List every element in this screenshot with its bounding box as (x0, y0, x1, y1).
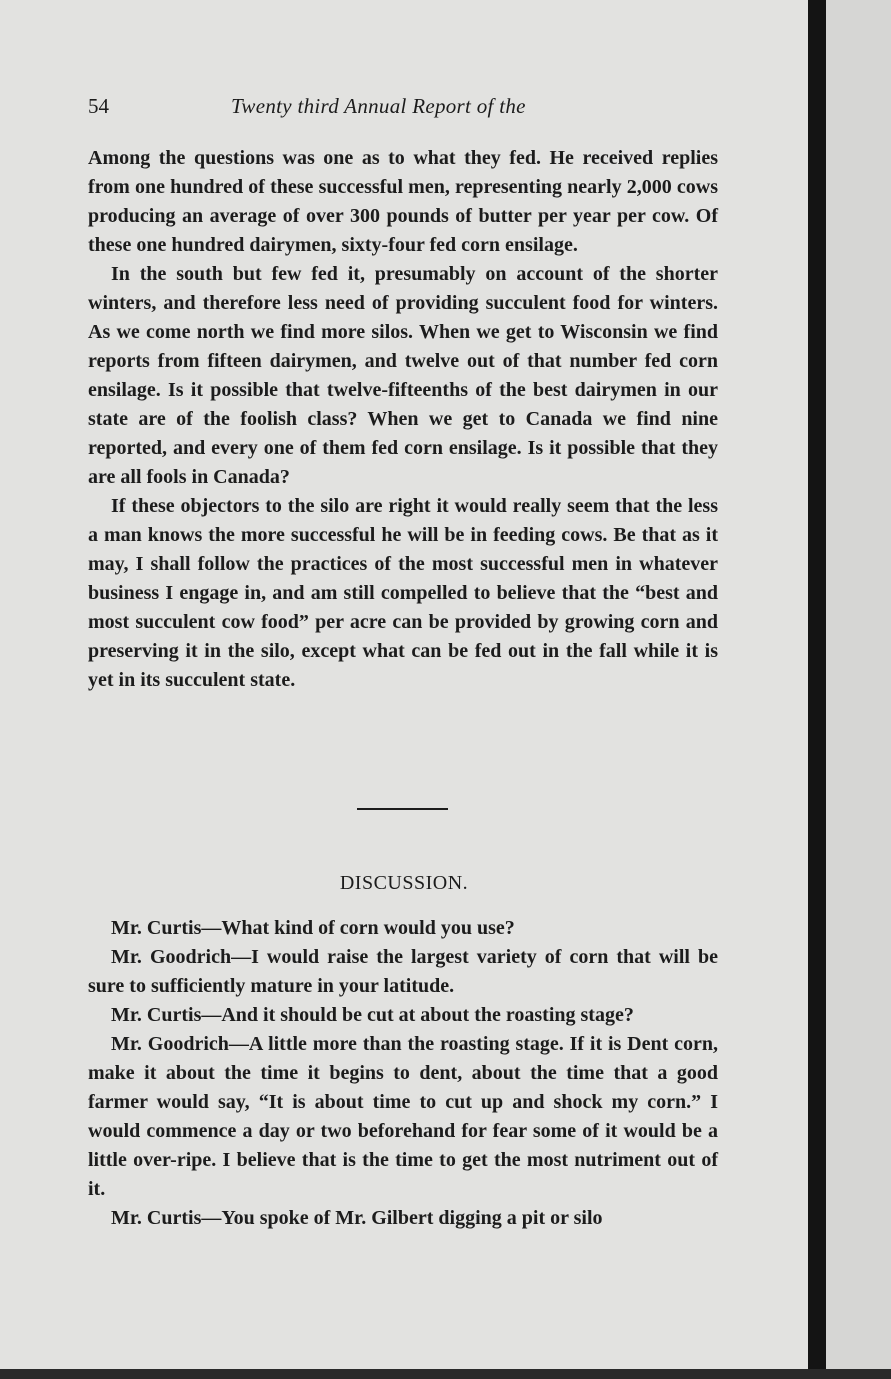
discussion-text (88, 914, 718, 1233)
page-bottom-edge (0, 1369, 891, 1379)
paragraph: In the south but few fed it, presumably on account of the shorter winters, and therefore less need of providing succulent food for winters. As we come north we find more silos. When we get to Wisconsin we find reports from fifteen dairymen, and twelve out of that number fed corn ensilage. Is it possible that twelve-fifteenths of the best dairymen in our state are of the foolish class? When we get to Canada we find nine reported, and every one of them fed corn ensilage. Is it possible that they are all fools in Canada? (88, 263, 718, 488)
discussion-line: Mr. Curtis—And it should be cut at about the roasting stage? (111, 1004, 634, 1026)
book-binding-shadow (808, 0, 826, 1379)
discussion-line: Mr. Curtis—You spoke of Mr. Gilbert digging a pit or silo (111, 1207, 603, 1229)
facing-page-edge (826, 0, 891, 1379)
discussion-line: Mr. Curtis—What kind of corn would you use? (111, 917, 515, 939)
page-header (88, 94, 588, 120)
discussion-line: Mr. Goodrich—I would raise the largest variety of corn that will be sure to sufficiently mature in your latitude. (88, 946, 718, 997)
paragraph: Among the questions was one as to what they fed. He received replies from one hundred of these successful men, representing nearly 2,000 cows producing an average of over 300 pounds of butter per year per cow. Of these one hundred dairymen, sixty-four fed corn ensilage. (88, 147, 718, 256)
page-number: 54 (88, 94, 109, 118)
paragraph: If these objectors to the silo are right it would really seem that the less a man knows the more successful he will be in feeding cows. Be that as it may, I shall follow the practices of the most successful men in whatever business I engage in, and am still compelled to believe that the “best and most succulent cow food” per acre can be provided by growing corn and preserving it in the silo, except what can be fed out in the fall while it is yet in its succulent state. (88, 495, 718, 691)
discussion-line: Mr. Goodrich—A little more than the roasting stage. If it is Dent corn, make it about the time it begins to dent, about the time that a good farmer would say, “It is about time to cut up and shock my corn.” I would commence a day or two beforehand for fear some of it would be a little over-ripe. I believe that is the time to get the most nutriment out of it. (88, 1033, 718, 1200)
section-divider (357, 808, 448, 810)
section-heading: DISCUSSION. (339, 872, 469, 894)
body-text (88, 144, 718, 695)
running-head: Twenty third Annual Report of the (231, 94, 526, 118)
